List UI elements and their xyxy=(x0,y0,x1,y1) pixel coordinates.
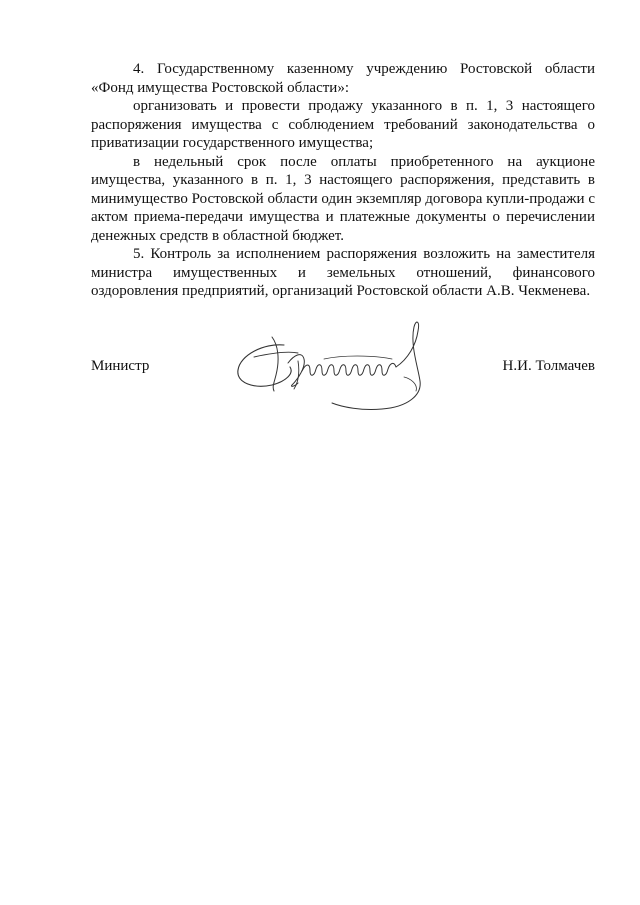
paragraph-organize-sale: организовать и провести продажу указанного в п. 1, 3 настоящего распоряжения имущества с соблюдением требований законодательства о приватизации государственного имущества; xyxy=(91,98,595,151)
paragraph-item-4: 4. Государственному казенному учреждению Ростовской области «Фонд имущества Ростовской области»: xyxy=(91,61,595,96)
paragraph-item-5: 5. Контроль за исполнением распоряжения возложить на заместителя министра имущественных и земельных отношений, финансового оздоровления предприятий, организаций Ростовской области А.В. Чекменева. xyxy=(91,246,595,299)
signatory-position: Министр xyxy=(91,358,150,374)
document-body xyxy=(91,60,595,301)
paragraph-submit-contract: в недельный срок после оплаты приобретенного на аукционе имущества, указанного в п. 1, 3 настоящего распоряжения, представить в минимущество Ростовской области один экземпляр договора купли-продажи с актом приема-передачи имущества и платежные документы о перечислении денежных средств в областной бюджет. xyxy=(91,153,595,244)
handwritten-signature xyxy=(232,315,437,415)
signatory-name: Н.И. Толмачев xyxy=(502,358,595,374)
